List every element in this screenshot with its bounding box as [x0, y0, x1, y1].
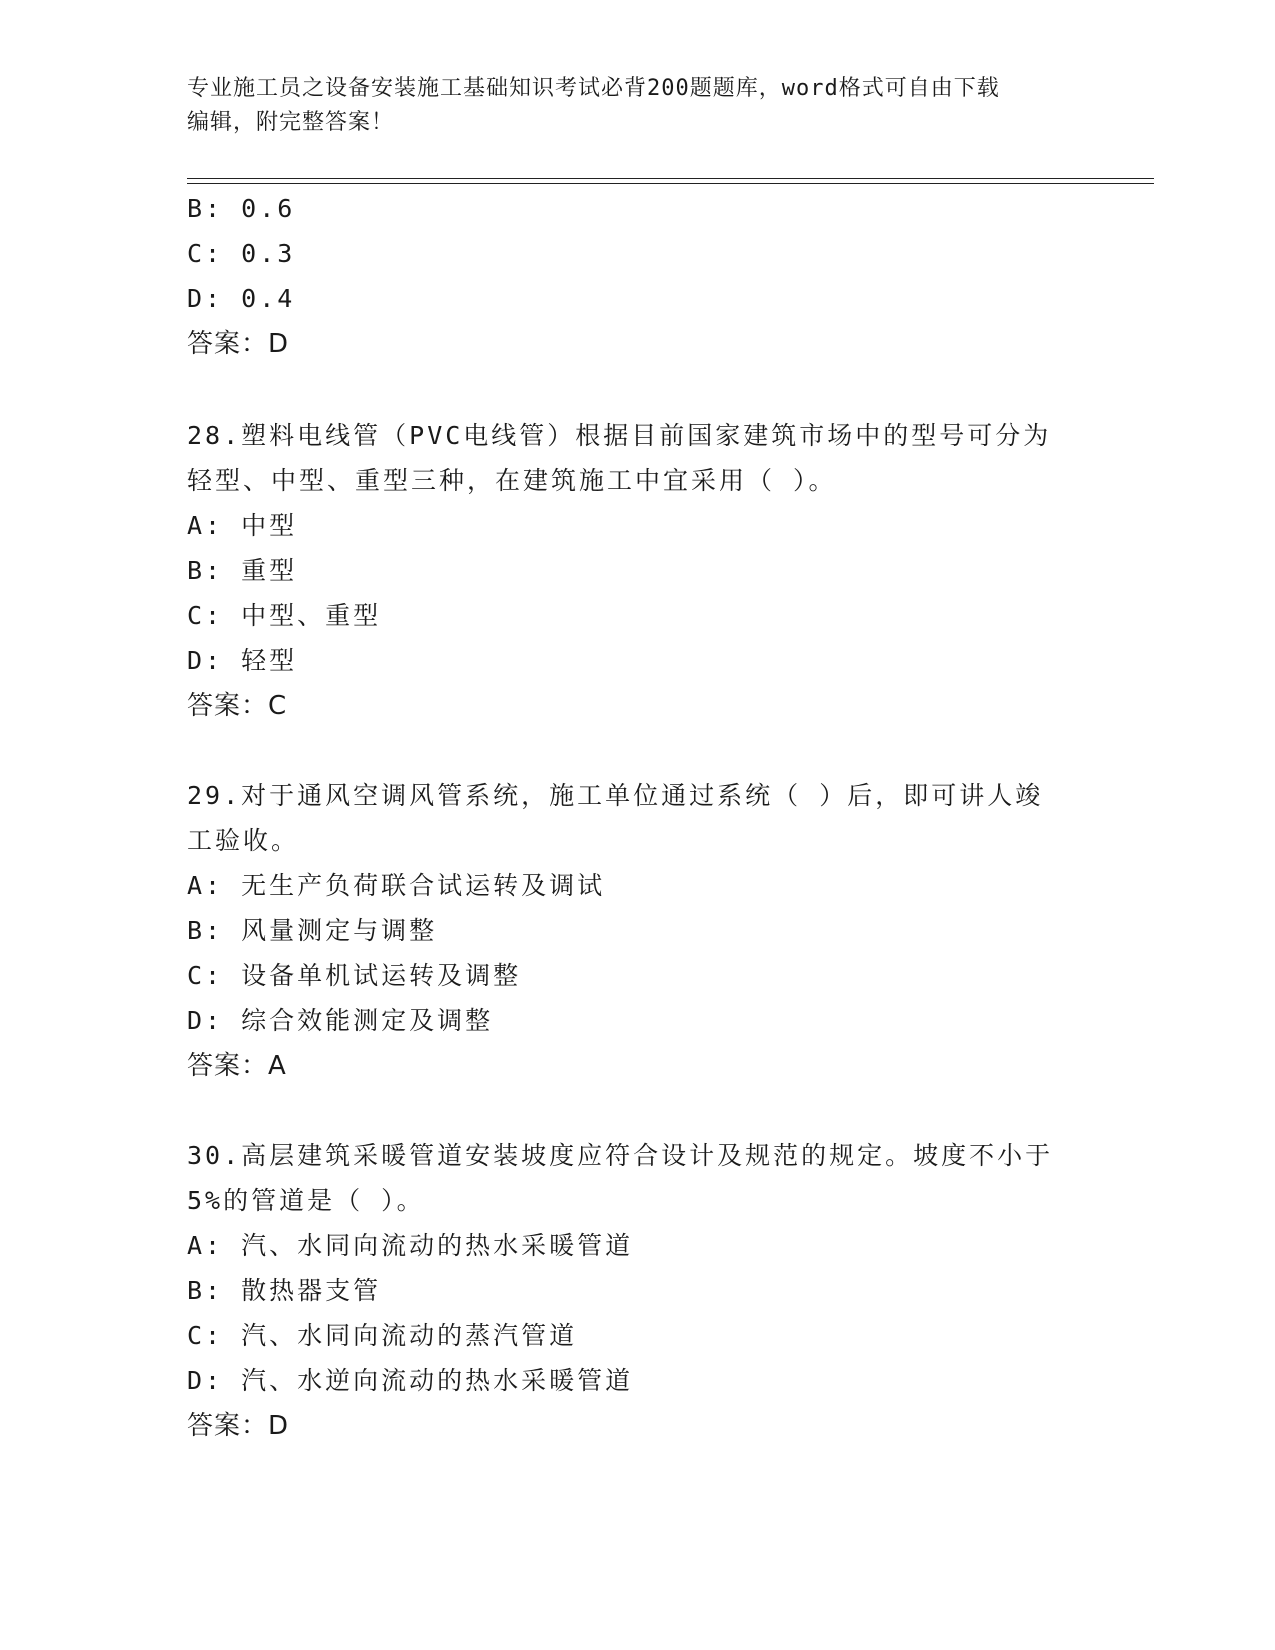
- q27-option-d: D: 0.4: [187, 284, 296, 313]
- q29-answer: 答案：A: [187, 1051, 287, 1081]
- header-divider-top: [187, 178, 1154, 179]
- q29-option-d: D: 综合效能测定及调整: [187, 1006, 494, 1035]
- q29-stem-line-2: 工验收。: [187, 826, 300, 855]
- header-line-2: 编辑，附完整答案！: [187, 110, 395, 135]
- q30-option-b: B: 散热器支管: [187, 1276, 382, 1305]
- q29-stem-line-1: 29.对于通风空调风管系统，施工单位通过系统（ ）后，即可讲人竣: [187, 781, 1044, 810]
- q28-option-a: A: 中型: [187, 511, 298, 540]
- q29-option-c: C: 设备单机试运转及调整: [187, 961, 522, 990]
- q27-answer: 答案：D: [187, 329, 290, 359]
- q27-option-b: B: 0.6: [187, 194, 296, 223]
- q30-answer: 答案：D: [187, 1411, 290, 1441]
- q27-option-c: C: 0.3: [187, 239, 296, 268]
- q28-stem-line-2: 轻型、中型、重型三种，在建筑施工中宜采用（ ）。: [187, 466, 837, 495]
- q28-option-c: C: 中型、重型: [187, 601, 382, 630]
- page-header: [187, 72, 1087, 140]
- q29-option-a: A: 无生产负荷联合试运转及调试: [187, 871, 606, 900]
- q30-option-c: C: 汽、水同向流动的蒸汽管道: [187, 1321, 578, 1350]
- q28-option-d: D: 轻型: [187, 646, 298, 675]
- header-line-1: 专业施工员之设备安装施工基础知识考试必背200题题库，word格式可自由下载: [187, 76, 1000, 101]
- q28-stem-line-1: 28.塑料电线管（PVC电线管）根据目前国家建筑市场中的型号可分为: [187, 421, 1052, 450]
- q30-stem-line-1: 30.高层建筑采暖管道安装坡度应符合设计及规范的规定。坡度不小于: [187, 1141, 1054, 1170]
- header-divider-bottom: [187, 183, 1154, 184]
- q28-option-b: B: 重型: [187, 556, 298, 585]
- q30-option-d: D: 汽、水逆向流动的热水采暖管道: [187, 1366, 634, 1395]
- q28-answer: 答案：C: [187, 691, 288, 721]
- q30-option-a: A: 汽、水同向流动的热水采暖管道: [187, 1231, 634, 1260]
- q29-option-b: B: 风量测定与调整: [187, 916, 438, 945]
- q30-stem-line-2: 5%的管道是（ ）。: [187, 1186, 425, 1215]
